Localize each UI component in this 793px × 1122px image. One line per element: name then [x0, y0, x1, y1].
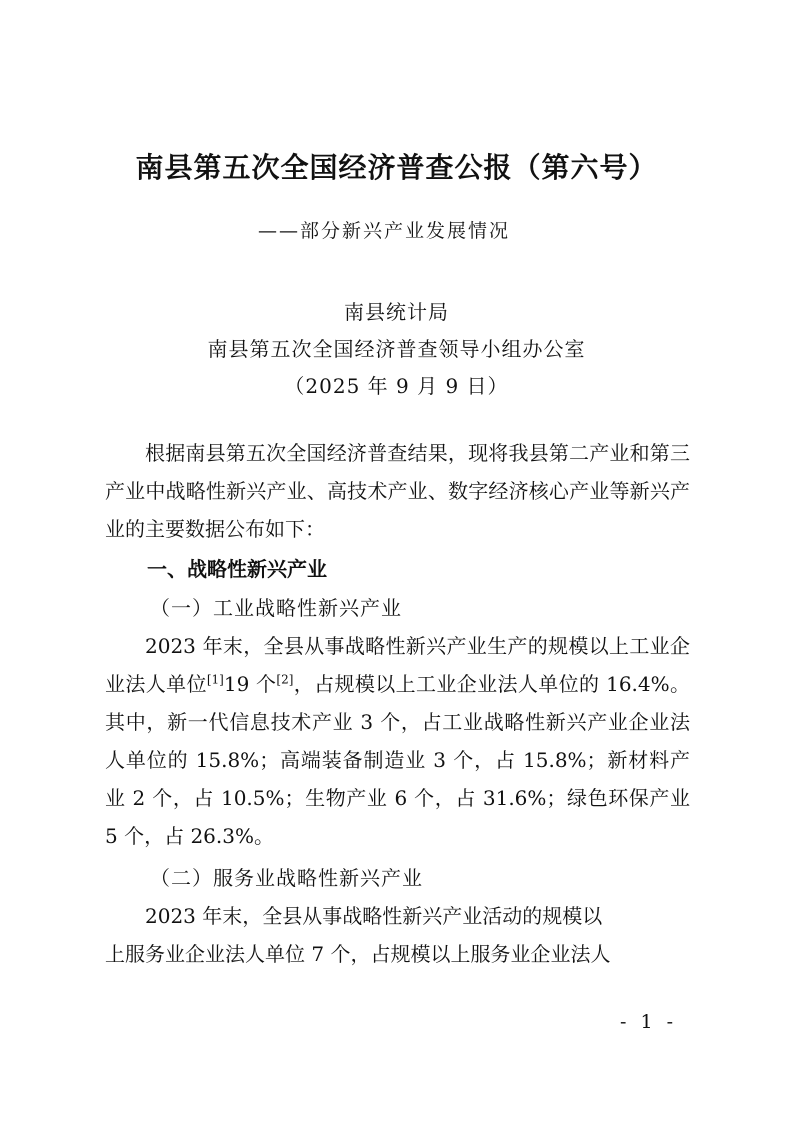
service-text-line2: 上服务业企业法人单位 7 个，占规模以上服务业企业法人 — [105, 942, 611, 966]
document-subtitle: ——部分新兴产业发展情况 — [258, 220, 511, 242]
footnote-ref-2[interactable]: [2] — [276, 672, 294, 687]
industrial-text-part-c: ，占规模以上工业企业法人单位的 16.4%。其中，新一代信息技术产业 3 个，占工业战略性新兴产业企业法人单位的 15.8%；高端装备制造业 3 个，占 15.8%；新材料产业 2 个，占 10.5%；生物产业 6 个，占 31.6%；绿色环保产业 5 个，占 26.3%。 — [105, 672, 690, 848]
industrial-paragraph — [105, 627, 690, 855]
intro-paragraph — [105, 434, 690, 548]
industrial-text-part-b: 19 个 — [223, 672, 277, 696]
industrial-text-part-a: 2023 年末，全县从事战略性新兴产业生产的规模以上工业企业法人单位 — [105, 634, 690, 696]
subsection-heading-service: （二）服务业战略性新兴产业 — [150, 866, 423, 890]
industrial-text — [105, 627, 690, 855]
footnote-ref-1[interactable]: [1] — [206, 672, 224, 687]
issuer-bureau: 南县统计局 — [344, 300, 449, 324]
section-heading-strategic: 一、战略性新兴产业 — [147, 557, 327, 581]
page-number: - 1 - — [620, 1011, 678, 1033]
issue-date: （2025 年 9 月 9 日） — [284, 374, 509, 398]
document-title: 南县第五次全国经济普查公报（第六号） — [135, 151, 658, 184]
intro-text: 根据南县第五次全国经济普查结果，现将我县第二产业和第三产业中战略性新兴产业、高技术产业、数字经济核心产业等新兴产业的主要数据公布如下： — [105, 441, 690, 541]
issuer-office: 南县第五次全国经济普查领导小组办公室 — [207, 337, 586, 361]
subsection-heading-industrial: （一）工业战略性新兴产业 — [150, 596, 402, 620]
service-paragraph — [105, 897, 690, 973]
service-text-line1: 2023 年末，全县从事战略性新兴产业活动的规模以 — [145, 904, 603, 928]
